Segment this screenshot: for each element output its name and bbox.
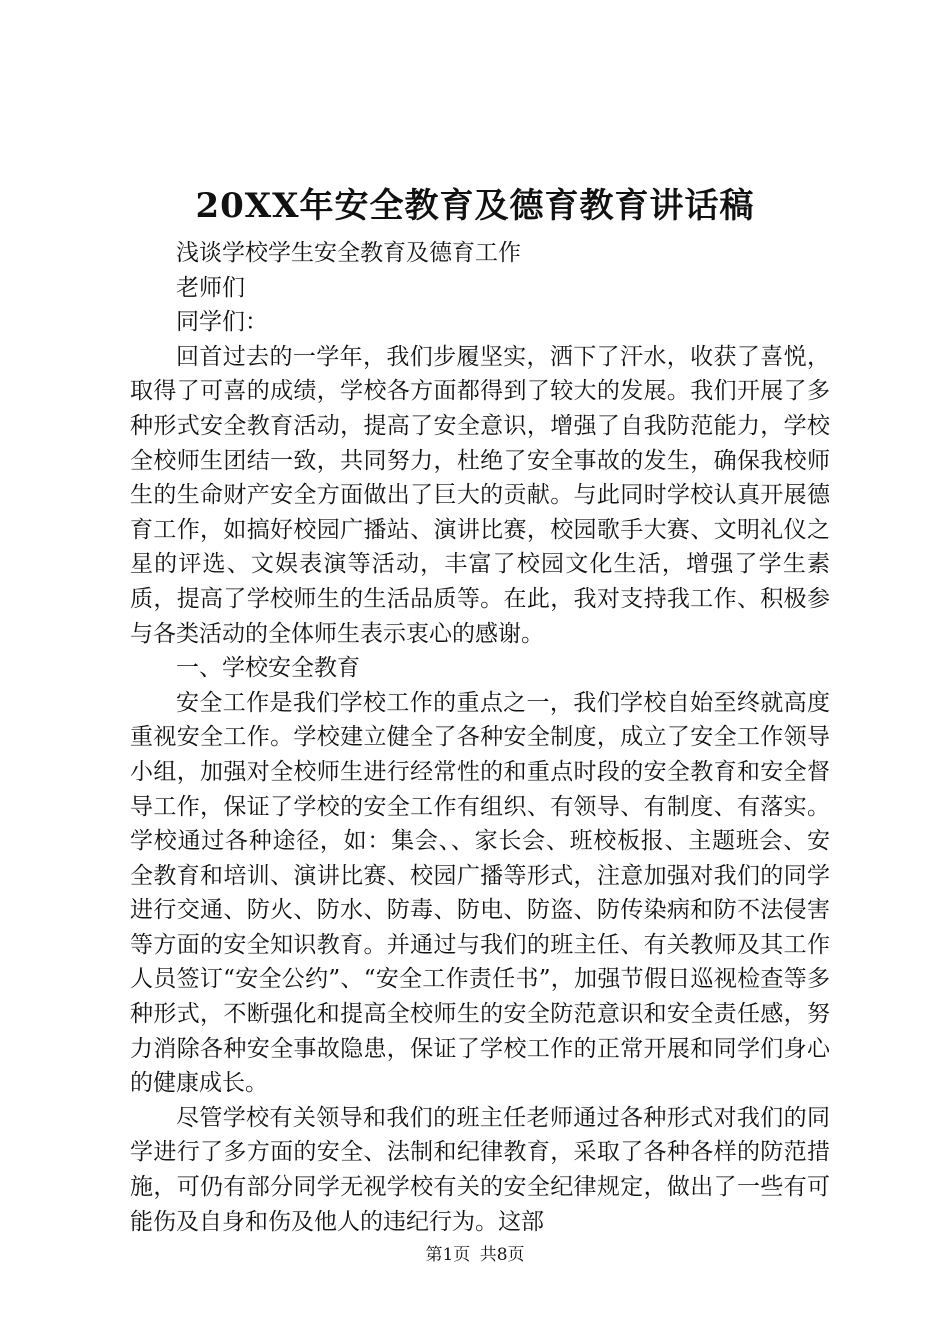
- section-heading: 一、学校安全教育: [176, 655, 360, 682]
- salutation-teachers: 老师们: [176, 274, 245, 301]
- body-paragraph: 尽管学校有关领导和我们的班主任老师通过各种形式对我们的同学进行了多方面的安全、法制和纪律教育，采取了各种各样的防范措施，可仍有部分同学无视学校有关的安全纪律规定，做出了一些有可能伤及自身和伤及他人的违纪行为。这部: [130, 1104, 830, 1235]
- document-body: [130, 236, 830, 1239]
- page-total: 共8页: [479, 1245, 525, 1265]
- subtitle-paragraph: 浅谈学校学生安全教育及德育工作: [176, 240, 521, 266]
- document-title: 20XX年安全教育及德育教育讲话稿: [195, 186, 755, 226]
- salutation-students: 同学们：: [176, 309, 268, 336]
- body-paragraph: 安全工作是我们学校工作的重点之一，我们学校自始至终就高度重视安全工作。学校建立健全了各种安全制度，成立了安全工作领导小组，加强对全校师生进行经常性的和重点时段的安全教育和安全督导工作，保证了学校的安全工作有组织、有领导、有制度、有落实。学校通过各种途径，如：集会、、家长会、班校板报、主题班会、安全教育和培训、演讲比赛、校园广播等形式，注意加强对我们的同学进行交通、防火、防水、防毒、防电、防盗、防传染病和防不法侵害等方面的安全知识教育。并通过与我们的班主任、有关教师及其工作人员签订“安全公约”、“安全工作责任书”，加强节假日巡视检查等多种形式，不断强化和提高全校师生的安全防范意识和安全责任感，努力消除各种安全事故隐患，保证了学校工作的正常开展和同学们身心的健康成长。: [130, 689, 830, 1097]
- page-number: 第1页: [425, 1245, 471, 1265]
- page-footer: [0, 1243, 950, 1267]
- body-paragraph: 回首过去的一学年，我们步履坚实，洒下了汗水，收获了喜悦，取得了可喜的成绩，学校各方面都得到了较大的发展。我们开展了多种形式安全教育活动，提高了安全意识，增强了自我防范能力，学校全校师生团结一致，共同努力，杜绝了安全事故的发生，确保我校师生的生命财产安全方面做出了巨大的贡献。与此同时学校认真开展德育工作，如搞好校园广播站、演讲比赛，校园歌手大赛、文明礼仪之星的评选、文娱表演等活动，丰富了校园文化生活，增强了学生素质，提高了学校师生的生活品质等。在此，我对支持我工作、积极参与各类活动的全体师生表示衷心的感谢。: [130, 343, 830, 647]
